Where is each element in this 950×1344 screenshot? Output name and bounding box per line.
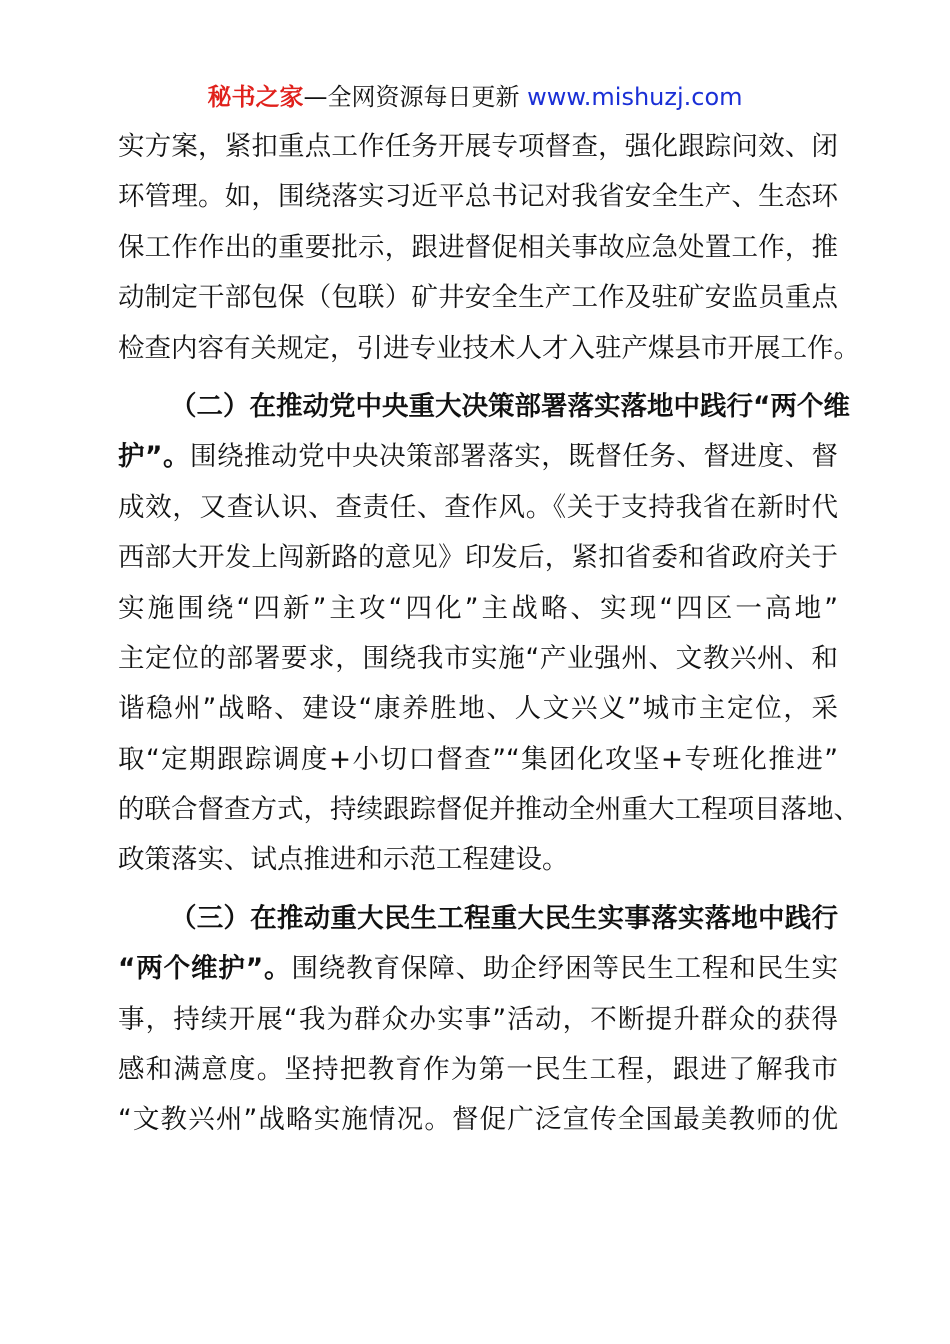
- site-brand: 秘书之家: [207, 83, 304, 111]
- text-line: [118, 894, 838, 944]
- paragraph-continuation: [118, 122, 860, 374]
- text-line: [118, 273, 838, 323]
- text-segment: “文教兴州”战略实施情况。督促广泛宣传全国最美教师的优: [118, 1104, 838, 1136]
- text-line: [118, 684, 838, 734]
- text-line: [118, 172, 838, 222]
- text-segment: 围绕教育保障、助企纾困等民生工程和民生实: [291, 953, 838, 985]
- text-segment: 围绕推动党中央决策部署落实，既督任务、督进度、督: [189, 441, 838, 473]
- text-line: [118, 382, 850, 432]
- text-segment: 实施围绕“四新”主攻“四化”主战略、实现“四区一高地”: [118, 592, 838, 624]
- text-line: [118, 735, 838, 785]
- text-segment: 检查内容有关规定，引进专业技术人才入驻产煤县市开展工作。: [118, 332, 860, 364]
- text-line: [118, 944, 838, 994]
- text-segment: 环管理。如，围绕落实习近平总书记对我省安全生产、生态环: [118, 181, 838, 213]
- site-url[interactable]: www.mishuzj.com: [527, 83, 743, 111]
- text-segment: 动制定干部包保（包联）矿井安全生产工作及驻矿安监员重点: [118, 282, 838, 314]
- section-heading: 护”。: [118, 441, 190, 473]
- text-line: [118, 223, 838, 273]
- text-segment: 谐稳州”战略、建设“康养胜地、人文兴义”城市主定位，采: [118, 693, 838, 725]
- text-segment: 取“定期跟踪调度+小切口督查”“集团化攻坚+专班化推进”: [118, 743, 838, 775]
- text-segment: 实方案，紧扣重点工作任务开展专项督查，强化跟踪问效、闭: [118, 131, 838, 162]
- site-tagline: —全网资源每日更新: [303, 83, 528, 111]
- text-line: [118, 432, 838, 482]
- document-body: [118, 122, 860, 1146]
- paragraph-section-3: [118, 894, 838, 1146]
- text-segment: 西部大开发上闯新路的意见》印发后，紧扣省委和省政府关于: [118, 542, 838, 574]
- text-line: [118, 835, 838, 885]
- text-line: [118, 324, 860, 374]
- section-heading: “两个维护”。: [118, 953, 292, 985]
- text-line: [118, 483, 838, 533]
- section-heading: （二）在推动党中央重大决策部署落实落地中践行“两个维: [170, 390, 850, 422]
- text-segment: 政策落实、试点推进和示范工程建设。: [118, 844, 569, 876]
- text-segment: 的联合督查方式，持续跟踪督促并推动全州重大工程项目落地、: [118, 794, 860, 826]
- section-heading: （三）在推动重大民生工程重大民生实事落实落地中践行: [170, 902, 838, 934]
- text-segment: 主定位的部署要求，围绕我市实施“产业强州、文教兴州、和: [118, 642, 838, 674]
- text-line: [118, 1045, 838, 1095]
- text-line: [118, 584, 838, 634]
- text-segment: 感和满意度。坚持把教育作为第一民生工程，跟进了解我市: [118, 1054, 838, 1086]
- text-segment: 保工作作出的重要批示，跟进督促相关事故应急处置工作，推: [118, 231, 838, 263]
- text-line: [118, 122, 838, 172]
- text-line: [118, 1095, 838, 1145]
- page-header: [0, 80, 950, 114]
- text-line: [118, 634, 838, 684]
- paragraph-section-2: [118, 382, 860, 886]
- text-line: [118, 995, 838, 1045]
- text-line: [118, 533, 838, 583]
- text-segment: 成效，又查认识、查责任、查作风。《关于支持我省在新时代: [118, 491, 838, 523]
- text-line: [118, 785, 860, 835]
- text-segment: 事，持续开展“我为群众办实事”活动，不断提升群众的获得: [118, 1003, 838, 1035]
